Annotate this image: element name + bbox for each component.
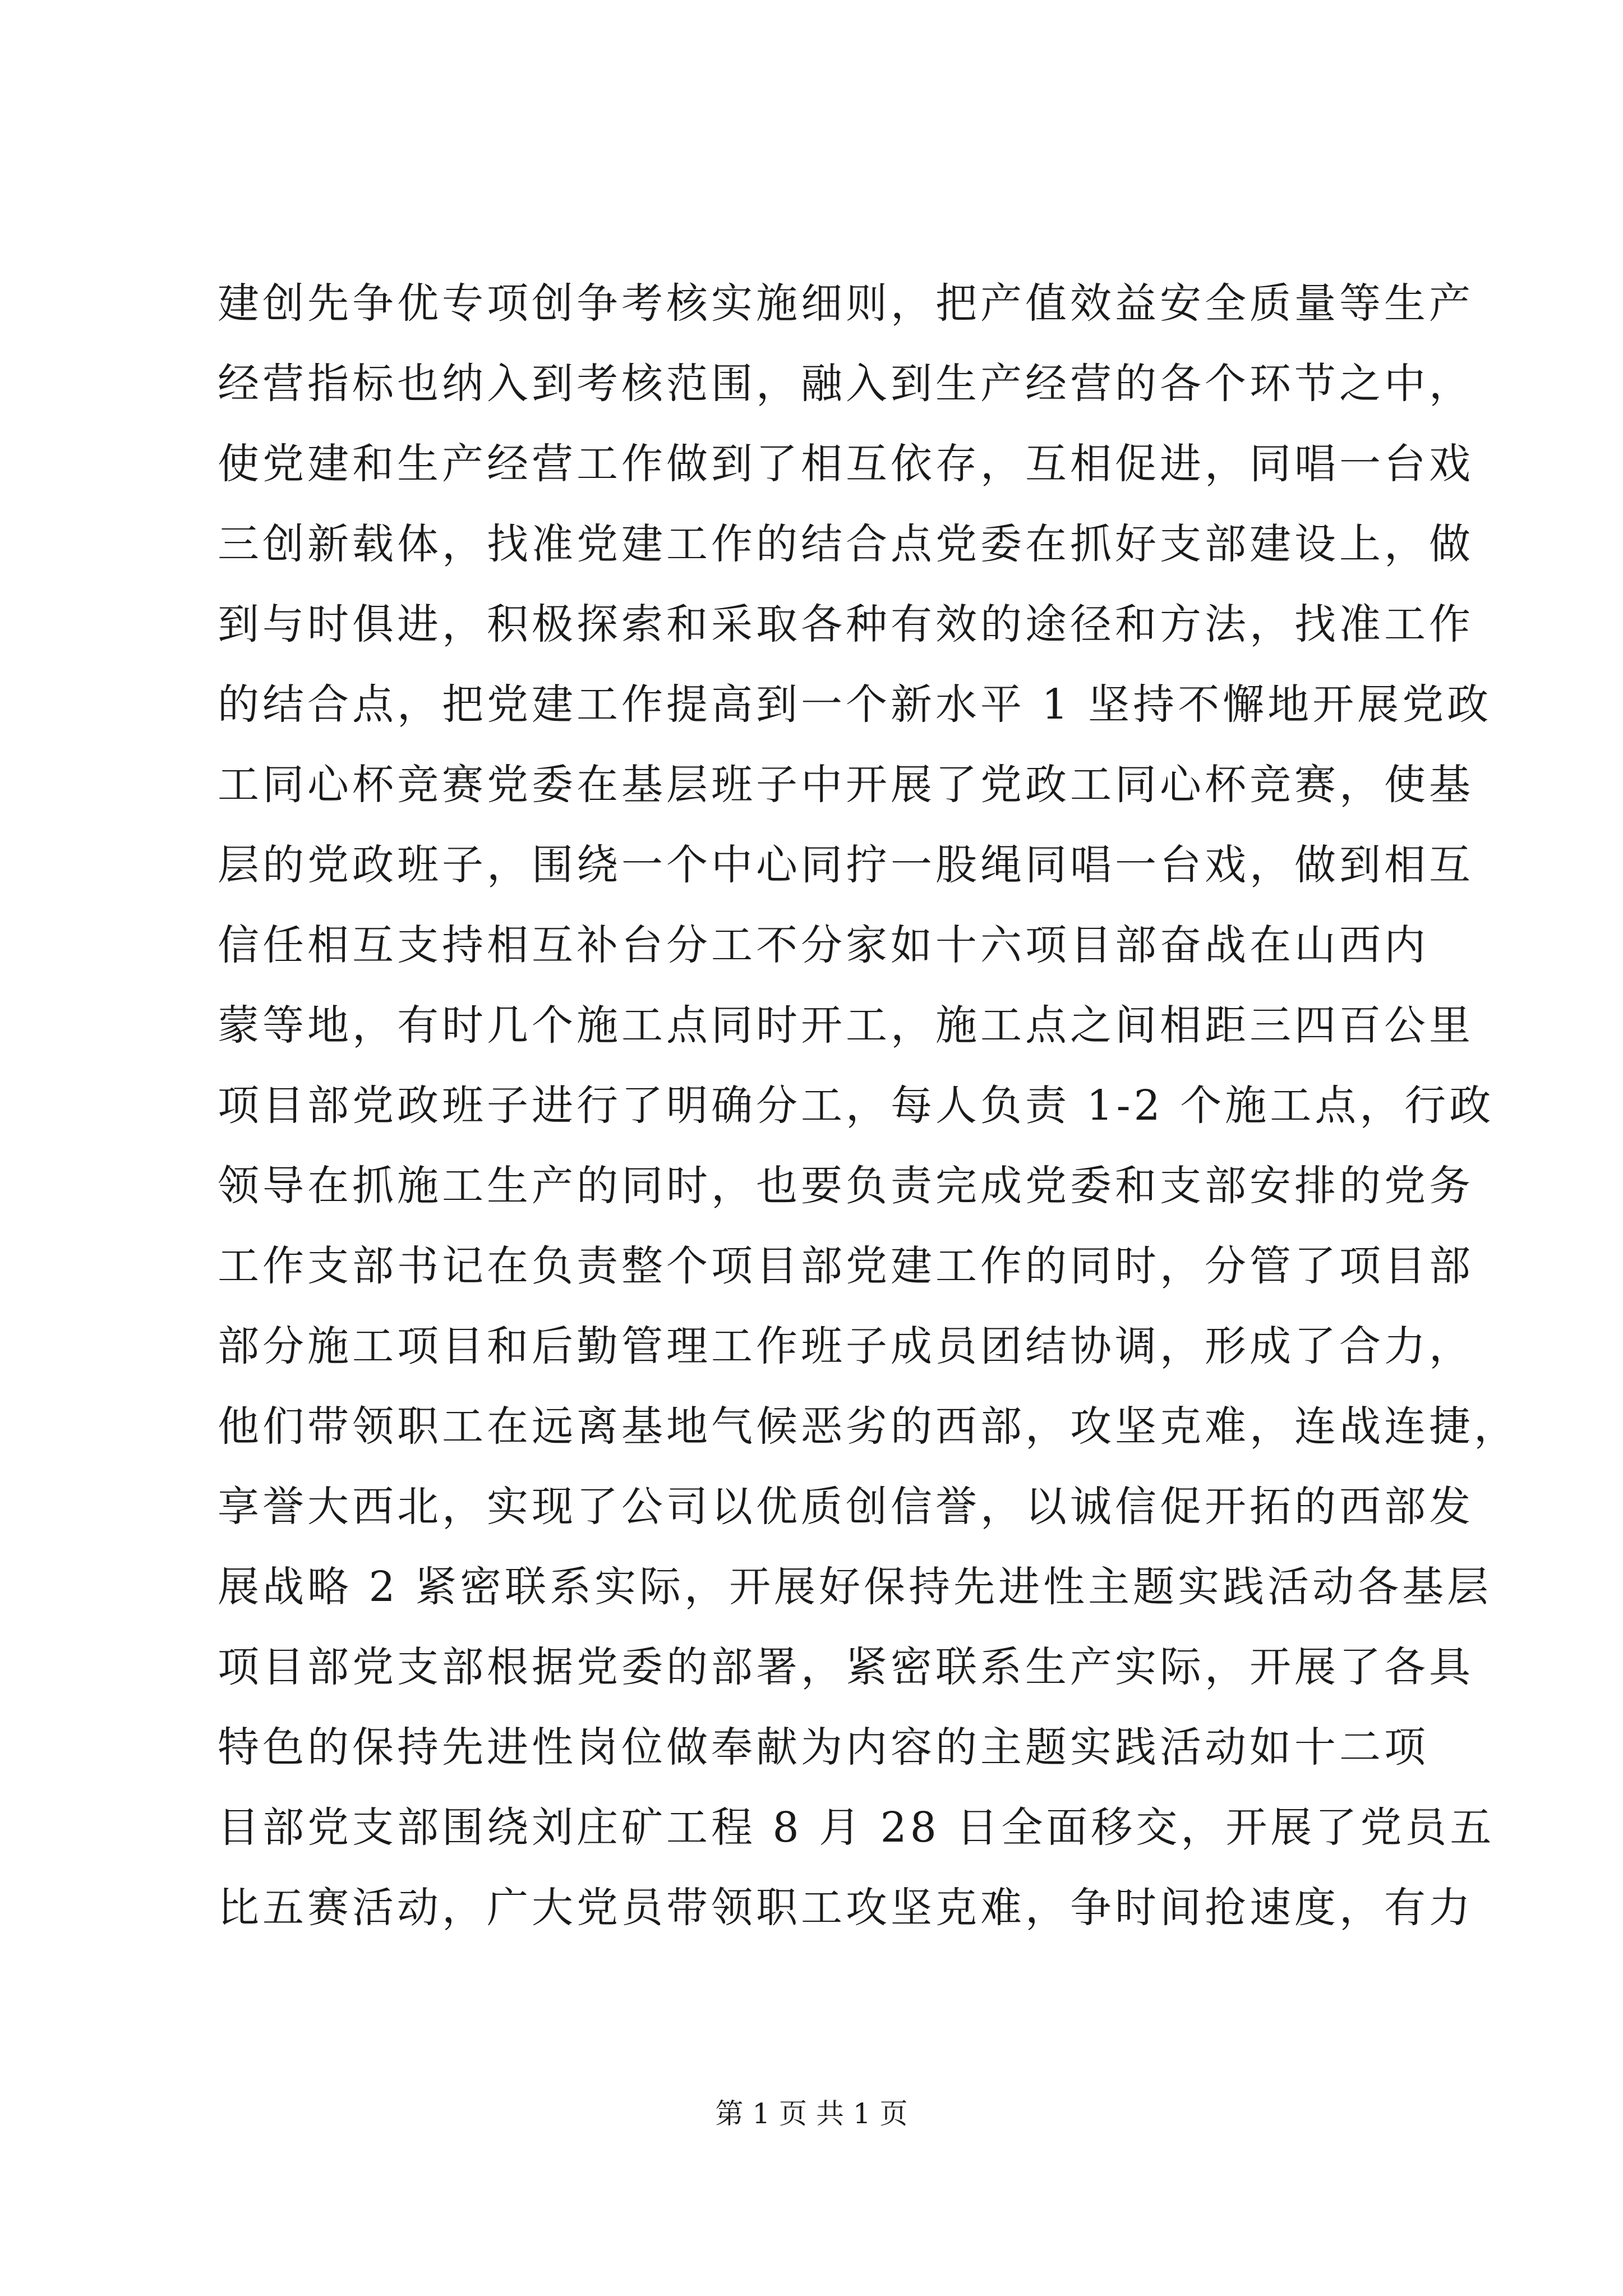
body-text — [218, 264, 1519, 1948]
text-line: 使党建和生产经营工作做到了相互依存，互相促进，同唱一台戏 — [218, 440, 1474, 488]
text-line: 工作支部书记在负责整个项目部党建工作的同时，分管了项目部 — [218, 1242, 1474, 1290]
text-line: 他们带领职工在远离基地气候恶劣的西部，攻坚克难，连战连捷， — [218, 1402, 1519, 1451]
page-number-footer: 第 1 页 共 1 页 — [715, 2097, 908, 2130]
text-line: 层的党政班子，围绕一个中心同拧一股绳同唱一台戏，做到相互 — [218, 841, 1474, 889]
text-line: 的结合点，把党建工作提高到一个新水平 1 坚持不懈地开展党政 — [218, 680, 1492, 729]
text-line: 蒙等地，有时几个施工点同时开工，施工点之间相距三四百公里 — [218, 1001, 1474, 1050]
text-line: 享誉大西北，实现了公司以优质创信誉，以诚信促开拓的西部发 — [218, 1483, 1474, 1531]
text-line: 部分施工项目和后勤管理工作班子成员团结协调，形成了合力， — [218, 1322, 1474, 1370]
text-line: 展战略 2 紧密联系实际，开展好保持先进性主题实践活动各基层 — [218, 1563, 1492, 1611]
text-line: 项目部党支部根据党委的部署，紧密联系生产实际，开展了各具 — [218, 1643, 1474, 1691]
text-line: 三创新载体，找准党建工作的结合点党委在抓好支部建设上，做 — [218, 520, 1474, 568]
text-line: 项目部党政班子进行了明确分工，每人负责 1-2 个施工点，行政 — [218, 1082, 1495, 1130]
text-line: 经营指标也纳入到考核范围，融入到生产经营的各个环节之中， — [218, 360, 1474, 408]
text-line: 信任相互支持相互补台分工不分家如十六项目部奋战在山西内 — [218, 921, 1429, 969]
text-line: 到与时俱进，积极探索和采取各种有效的途径和方法，找准工作 — [218, 600, 1474, 648]
text-line: 特色的保持先进性岗位做奉献为内容的主题实践活动如十二项 — [218, 1723, 1429, 1772]
text-line: 目部党支部围绕刘庄矿工程 8 月 28 日全面移交，开展了党员五 — [218, 1803, 1495, 1852]
text-line: 工同心杯竞赛党委在基层班子中开展了党政工同心杯竞赛，使基 — [218, 761, 1474, 809]
text-line: 领导在抓施工生产的同时，也要负责完成党委和支部安排的党务 — [218, 1162, 1474, 1210]
text-line: 建创先争优专项创争考核实施细则，把产值效益安全质量等生产 — [218, 279, 1474, 328]
text-line: 比五赛活动，广大党员带领职工攻坚克难，争时间抢速度，有力 — [218, 1884, 1474, 1932]
